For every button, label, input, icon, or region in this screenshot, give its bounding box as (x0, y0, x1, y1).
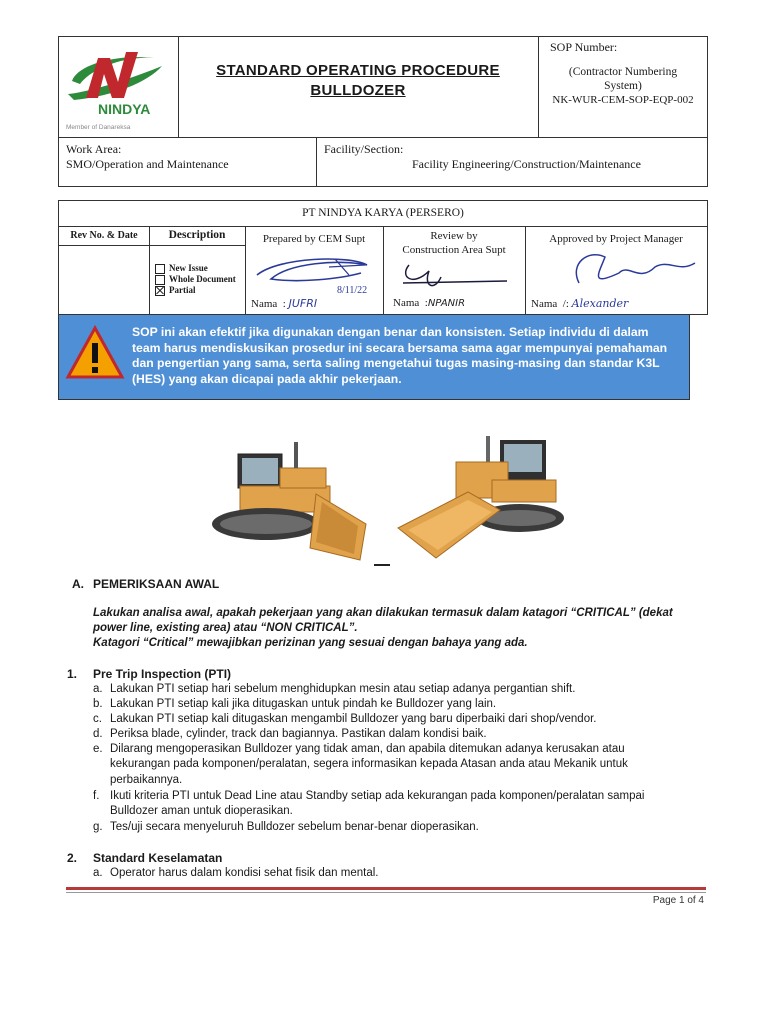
approved-signature (559, 243, 709, 299)
prepared-name-label: Nama : JUFRI (251, 297, 318, 310)
section-2-marker: 2. (67, 851, 78, 865)
document-title: STANDARD OPERATING PROCEDURE (216, 62, 500, 79)
work-area-value: SMO/Operation and Maintenance (66, 157, 229, 171)
section-a-intro-2: power line, existing area) atau “NON CRITICAL”. (93, 622, 358, 634)
facility-value: Facility Engineering/Construction/Maintenance (412, 157, 641, 171)
sop-system-line1: (Contractor Numbering (568, 66, 678, 78)
section-1-title: Pre Trip Inspection (PTI) (93, 667, 232, 681)
facility-label: Facility/Section: (324, 142, 404, 156)
nindya-logo (58, 36, 176, 135)
prepared-date: 8/11/22 (337, 285, 368, 296)
sop-number-label: SOP Number: (550, 40, 618, 54)
sop-system-line2: System) (604, 80, 642, 92)
page-number: Page 1 of 4 (652, 895, 704, 906)
col-rev-header: Rev No. & Date (70, 230, 138, 241)
review-signature (389, 257, 519, 297)
header-divider (58, 137, 708, 138)
section-1-marker: 1. (67, 667, 78, 681)
new-issue-checkbox[interactable] (155, 264, 165, 274)
section-a-marker: A. (72, 577, 84, 591)
section-2-title: Standard Keselamatan (93, 851, 223, 865)
whole-document-checkbox[interactable] (155, 275, 165, 285)
footer-rule-thin (66, 892, 706, 893)
col-review-header-1: Review by (430, 230, 478, 242)
partial-checkbox[interactable] (155, 286, 165, 296)
section-a-intro-1: Lakukan analisa awal, apakah pekerjaan yang akan dilakukan termasuk dalam katagori “CRITICAL” (dekat (93, 607, 673, 619)
warning-banner (58, 314, 690, 400)
work-area-divider (316, 137, 317, 187)
col-prepared-header: Prepared by CEM Supt (262, 233, 366, 245)
image-caption-dash (374, 564, 390, 566)
prepared-signature (249, 253, 379, 299)
approval-company: PT NINDYA KARYA (PERSERO) (302, 207, 464, 219)
company-logo-cell (58, 36, 179, 137)
section-a-intro-3: Katagori “Critical” mewajibkan perizinan yang sesuai dengan bahaya yang ada. (93, 637, 528, 649)
approved-name-label: Nama /: Alexander (531, 297, 629, 310)
col-desc-header: Description (168, 229, 226, 241)
option-whole-document: Whole Document (155, 274, 236, 285)
bulldozer-image-right (392, 432, 568, 560)
option-new-issue: New Issue (155, 263, 208, 274)
bulldozer-image-left (210, 438, 370, 562)
warning-triangle-icon (65, 325, 125, 381)
work-area-label: Work Area: (66, 142, 122, 156)
review-name-label: Nama :NPANIR (393, 297, 466, 309)
sop-number-value: NK-WUR-CEM-SOP-EQP-002 (552, 94, 694, 106)
warning-text: SOP ini akan efektif jika digunakan dengan benar dan konsisten. Setiap individu di dalam team harus mendiskusikan prosedur ini secara bersama sama agar mempunyai pemahaman dan pengertian yang sama, serta saling mengetahui tugas masing-masing dan standar K3L (HES) yang akan dicapai pada akhir pekerjaan. (132, 325, 668, 386)
col-review-header-2: Construction Area Supt (402, 244, 506, 256)
title-cell (178, 36, 538, 137)
option-partial: Partial (155, 285, 196, 296)
footer-rule (66, 887, 706, 890)
approval-table (58, 200, 708, 315)
company-tagline: Member of Danareksa (66, 124, 131, 131)
company-name: NINDYA (98, 101, 151, 117)
sop-number-cell (538, 36, 708, 137)
document-subtitle: BULLDOZER (310, 82, 406, 99)
approval-subheader-line (59, 245, 245, 246)
col-approved-header: Approved by Project Manager (549, 233, 683, 245)
section-a-title: PEMERIKSAAN AWAL (93, 577, 220, 591)
